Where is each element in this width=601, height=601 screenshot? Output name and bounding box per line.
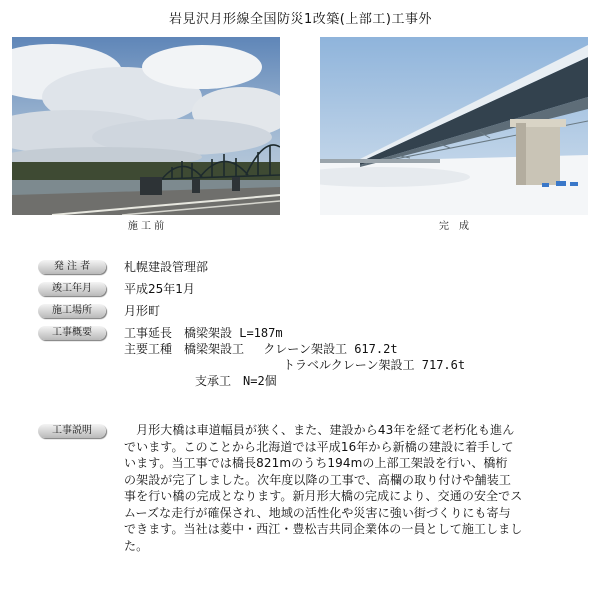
location-value: 月形町 <box>124 304 161 318</box>
orderer-label: 発 注 者 <box>38 260 106 274</box>
overview-line-2: 主要工種 橋梁架設工 クレーン架設工 617.2t <box>124 342 398 356</box>
overview-line-3: トラベルクレーン架設工 717.6t <box>283 358 466 372</box>
page-title: 岩見沢月形線全国防災1改築(上部工)工事外 <box>169 12 432 27</box>
location-label: 施工場所 <box>38 304 106 318</box>
photo-before-construction <box>12 37 280 215</box>
overview-line-1: 工事延長 橋梁架設 L=187m <box>124 326 283 340</box>
photo-completed <box>320 37 588 215</box>
completion-value: 平成25年1月 <box>124 282 195 296</box>
orderer-value: 札幌建設管理部 <box>124 260 209 274</box>
description-label: 工事説明 <box>38 424 106 438</box>
overview-label: 工事概要 <box>38 326 106 340</box>
overview-line-4: 支承工 N=2個 <box>195 374 277 388</box>
caption-completed: 完 成 <box>439 221 469 232</box>
completion-label: 竣工年月 <box>38 282 106 296</box>
caption-before: 施 工 前 <box>127 221 165 232</box>
description-text: 月形大橋は車道幅員が狭く、また、建設から43年を経て老朽化も進ん でいます。このことから北海道では平成16年から新橋の建設に着手して います。当工事では橋長821mのうち194mの上部工架設を行い、橋桁 の架設が完了しました。次年度以降の工事で、高欄の取り付けや舗装工 事を行い橋の完成となります。新月形大橋の完成により、交通の安全でス ムーズな走行が確保され、地域の活性化や災害に強い街づくりにも寄与 できます。当社は菱中・西江・豊松吉共同企業体の一員として施工しまし た。 <box>124 423 523 553</box>
